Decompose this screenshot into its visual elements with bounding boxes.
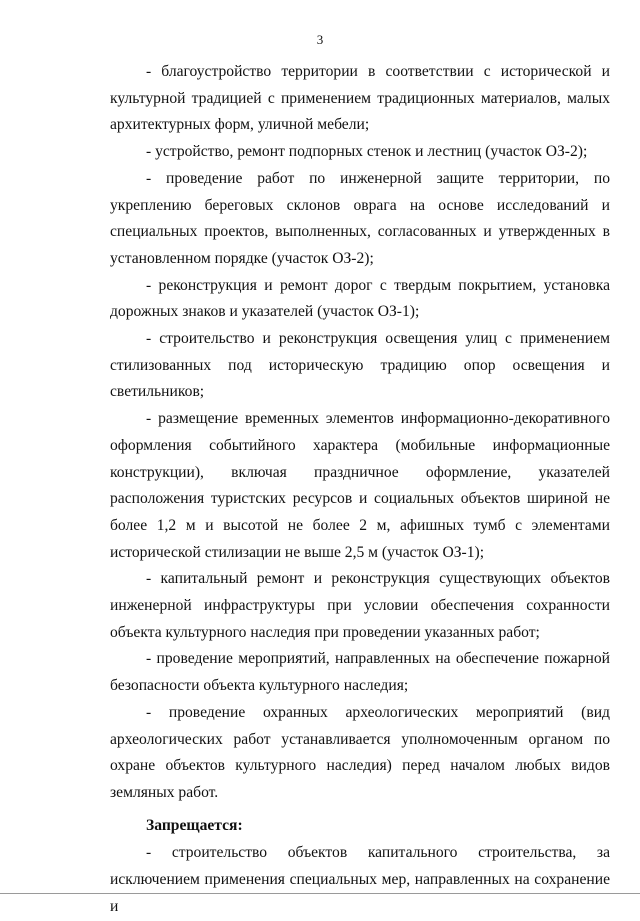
paragraph-archaeology: - проведение охранных археологических мероприятий (вид археологических работ устанавливается уполномоченным органом по охране объектов культурного наследия) перед началом любых видов земляных работ. [110,703,610,801]
page-bottom-rule [0,893,640,894]
page-number: 3 [316,32,324,47]
paragraph-landscaping: - благоустройство территории в соответствии с исторической и культурной традицией с применением традиционных материалов, малых архитектурных форм, уличной мебели; [110,63,610,134]
paragraph-roads: - реконструкция и ремонт дорог с твердым покрытием, установка дорожных знаков и указателей (участок ОЗ-1); [110,276,610,321]
section-heading-prohibited: Запрещается: [146,816,243,834]
paragraph-infrastructure-repair: - капитальный ремонт и реконструкция существующих объектов инженерной инфраструктуры при условии обеспечения сохранности объекта культурного наследия при проведении указанных работ; [110,570,610,641]
paragraph-capital-construction: - строительство объектов капитального строительства, за исключением применения специальных мер, направленных на сохранение и [110,844,610,915]
paragraph-temporary-decor: - размещение временных элементов информационно-декоративного оформления событийного характера (мобильные информационные конструкции), включая праздничное оформление, указателей расположения туристских ресурсов и социальных объектов шириной не более 1,2 м и высотой не более 2 м, афишных тумб с элементами исторической стилизации не выше 2,5 м (участок ОЗ-1); [110,410,610,561]
paragraph-engineering-protection: - проведение работ по инженерной защите территории, по укреплению береговых склонов оврага на основе исследований и специальных проектов, выполненных, согласованных и утвержденных в установленном порядке (участок ОЗ-2); [110,169,610,267]
paragraph-street-lighting: - строительство и реконструкция освещения улиц с применением стилизованных под историческую традицию опор освещения и светильников; [110,330,610,401]
paragraph-retaining-walls: - устройство, ремонт подпорных стенок и лестниц (участок ОЗ-2); [146,143,588,161]
paragraph-fire-safety: - проведение мероприятий, направленных на обеспечение пожарной безопасности объекта культурного наследия; [110,650,610,695]
document-body [110,59,610,921]
